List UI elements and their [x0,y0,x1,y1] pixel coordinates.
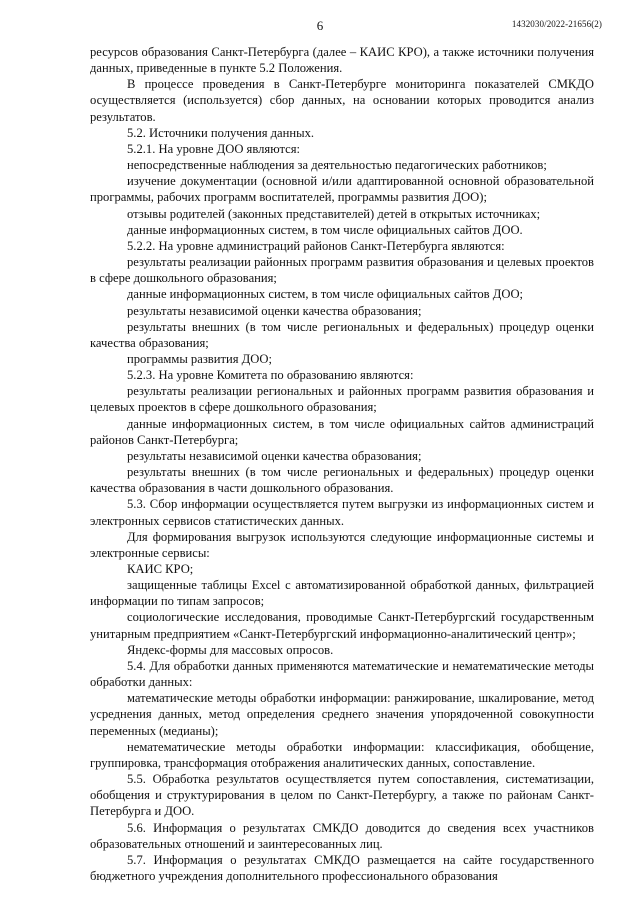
paragraph: 5.2.1. На уровне ДОО являются: [127,141,300,156]
paragraph: 5.3. Сбор информации осуществляется путем выгрузки из информационных систем и электронных сервисов статистических данных. [90,497,594,528]
paragraph: 5.2.3. На уровне Комитета по образованию являются: [127,368,414,383]
paragraph: социологические исследования, проводимые Санкт-Петербургский государственным унитарным предприятием «Санкт-Петербургский информационно-аналитический центр»; [90,610,594,641]
paragraph: 5.2.2. На уровне администраций районов Санкт-Петербурга являются: [127,238,505,253]
paragraph: математические методы обработки информации: ранжирование, шкалирование, метод усреднения данных, метод определения среднего значения упорядоченной совокупности переменных (медианы); [90,691,594,738]
document-id: 1432030/2022-21656(2) [511,19,602,29]
paragraph: защищенные таблицы Excel с автоматизированной обработкой данных, фильтрацией информации по типам запросов; [90,578,594,609]
page-number: 6 [316,18,324,33]
paragraph: КАИС КРО; [127,562,194,576]
paragraph: нематематические методы обработки информации: классификация, обобщение, группировка, трансформация отображения аналитических данных, сопоставление. [90,739,594,770]
paragraph: результаты независимой оценки качества образования; [127,303,422,318]
paragraph: данные информационных систем, в том числе официальных сайтов администраций районов Санкт-Петербурга; [90,416,594,447]
paragraph: данные информационных систем, в том числе официальных сайтов ДОО. [127,222,523,237]
paragraph: результаты независимой оценки качества образования; [127,448,422,463]
paragraph: результаты реализации районных программ развития образования и целевых проектов в сфере дошкольного образования; [90,255,594,286]
paragraph: результаты внешних (в том числе региональных и федеральных) процедур оценки качества образования в части дошкольного образования. [90,465,594,496]
document-body [90,44,594,884]
paragraph: результаты внешних (в том числе региональных и федеральных) процедур оценки качества образования; [90,319,594,350]
paragraph: Яндекс-формы для массовых опросов. [127,642,334,657]
paragraph: данные информационных систем, в том числе официальных сайтов ДОО; [127,287,524,302]
paragraph: 5.5. Обработка результатов осуществляется путем сопоставления, систематизации, обобщения и структурирования в целом по Санкт-Петербургу, а также по районам Санкт-Петербурга и ДОО. [90,772,594,819]
paragraph: 5.7. Информация о результатах СМКДО размещается на сайте государственного бюджетного учреждения дополнительного профессионального образования [90,852,594,883]
paragraph: В процессе проведения в Санкт-Петербурге мониторинга показателей СМКДО осуществляется (используется) сбор данных, на основании которых проводится анализ результатов. [90,77,594,124]
paragraph: результаты реализации региональных и районных программ развития образования и целевых проектов в сфере дошкольного образования; [90,384,594,415]
paragraph: изучение документации (основной и/или адаптированной основной образовательной программы, рабочих программ воспитателей, программы развития ДОО); [90,174,594,205]
paragraph: 5.6. Информация о результатах СМКДО доводится до сведения всех участников образовательных отношений и заинтересованных лиц. [90,820,594,851]
paragraph: отзывы родителей (законных представителей) детей в открытых источниках; [127,206,541,221]
paragraph: непосредственные наблюдения за деятельностью педагогических работников; [127,158,547,173]
paragraph: 5.4. Для обработки данных применяются математические и нематематические методы обработки данных: [90,658,594,690]
paragraph: Для формирования выгрузок используются следующие информационные системы и электронные сервисы: [90,529,594,560]
paragraph: программы развития ДОО; [127,351,272,366]
paragraph: 5.2. Источники получения данных. [127,125,315,140]
paragraph: ресурсов образования Санкт-Петербурга (далее – КАИС КРО), а также источники получения данных, приведенные в пункте 5.2 Положения. [90,45,594,76]
